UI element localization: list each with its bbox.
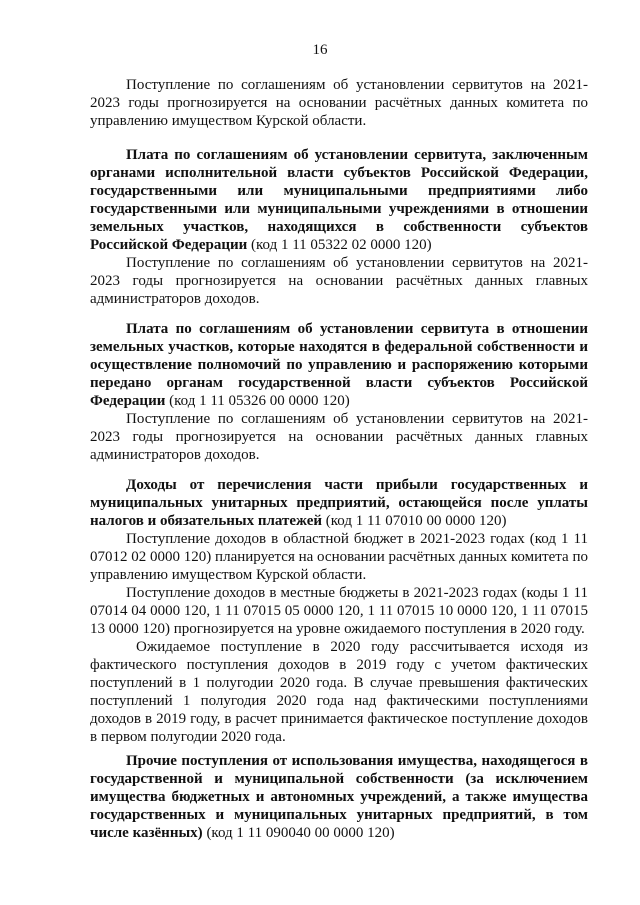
section-servitude-executive-bodies [90,146,588,308]
paragraph: Поступление доходов в местные бюджеты в 2021-2023 годах (коды 1 11 07014 04 0000 120, 1 11 07015 05 0000 120, 1 11 07015 10 0000 120, 1 11 07015 13 0000 120) прогнозируется на уровне ожидаемого поступления в 2020 году. [90,585,588,637]
paragraph: Поступление по соглашениям об установлении сервитутов на 2021-2023 годы прогнозируется на основании расчётных данных главных администраторов доходов. [90,255,588,307]
paragraph: Поступление по соглашениям об установлении сервитутов на 2021-2023 годы прогнозируется на основании расчётных данных комитета по управлению имуществом Курской области. [90,77,588,129]
section-heading [90,320,588,410]
heading-code: (код 1 11 07010 00 0000 120) [322,513,507,529]
heading-title: Плата по соглашениям об установлении сервитута, заключенным органами исполнительной власти субъектов Российской Федерации, государственными или муниципальными предприятиями либо государственными или муниципальными учреждениями в отношении земельных участков, находящихся в собственности субъектов Российской Федерации [90,147,588,253]
paragraph: Поступление по соглашениям об установлении сервитутов на 2021-2023 годы прогнозируется на основании расчётных данных главных администраторов доходов. [90,411,588,463]
heading-code: (код 1 11 05326 00 0000 120) [165,393,350,409]
section-heading [90,476,588,530]
section-unitary-enterprise-profit [90,476,588,746]
heading-title: Доходы от перечисления части прибыли государственных и муниципальных унитарных предприятий, остающейся после уплаты налогов и обязательных платежей [90,477,588,529]
section-heading [90,752,588,842]
section-servitude-committee [90,76,588,130]
section-heading [90,146,588,254]
heading-title: Прочие поступления от использования имущества, находящегося в государственной и муниципальной собственности (за исключением имущества бюджетных и автономных учреждений, а также имущества государственных и муниципальных унитарных предприятий, в том числе казённых) [90,753,588,841]
heading-title: Плата по соглашениям об установлении сервитута в отношении земельных участков, которые находятся в федеральной собственности и осуществление полномочий по управлению и распоряжению которыми передано органам государственной власти субъектов Российской Федерации [90,321,588,409]
paragraph: Поступление доходов в областной бюджет в 2021-2023 годах (код 1 11 07012 02 0000 120) планируется на основании расчётных данных комитета по управлению имуществом Курской области. [90,531,588,583]
page-number: 16 [312,42,328,58]
section-other-property-income [90,752,588,842]
paragraph: Ожидаемое поступление в 2020 году рассчитывается исходя из фактического поступления доходов в 2019 году с учетом фактических поступлений в 1 полугодии 2020 года. В случае превышения фактических поступлений 1 полугодия 2020 года над фактическими поступлениями доходов в 2019 году, в расчет принимается фактическое поступление доходов в первом полугодии 2020 года. [90,639,588,745]
heading-code: (код 1 11 05322 02 0000 120) [247,237,432,253]
section-servitude-federal-land [90,320,588,464]
heading-code: (код 1 11 090040 00 0000 120) [202,825,395,841]
